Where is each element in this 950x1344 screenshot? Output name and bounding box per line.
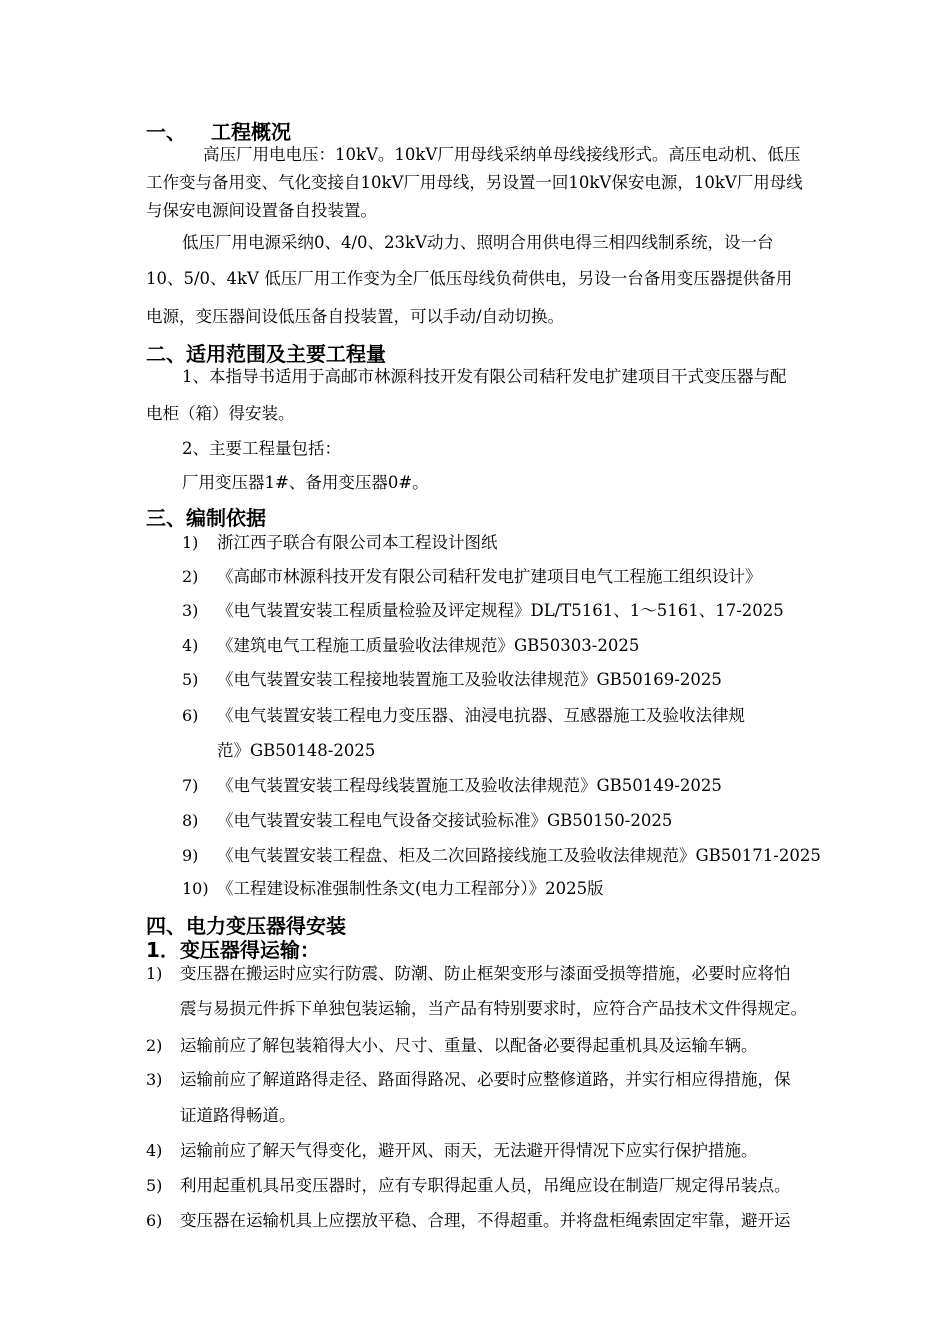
reference-item: 浙江西子联合有限公司本工程设计图纸 — [217, 533, 498, 552]
list-item-continuation: 证道路得畅道。 — [180, 1106, 296, 1125]
paragraph-line: 2、主要工程量包括： — [182, 439, 341, 458]
reference-item: 《电气装置安装工程电气设备交接试验标准》GB50150-2025 — [217, 811, 673, 830]
list-item-text: 变压器在搬运时应实行防震、防潮、防止框架变形与漆面受损等措施，必要时应将怕 — [180, 964, 791, 983]
paragraph-line: 高压厂用电电压：10kV。10kV厂用母线采纳单母线接线形式。高压电动机、低压 — [203, 145, 801, 164]
reference-item: 《电气装置安装工程母线装置施工及验收法律规范》GB50149-2025 — [217, 776, 722, 795]
reference-item: 《建筑电气工程施工质量验收法律规范》GB50303-2025 — [217, 636, 640, 655]
list-item-text: 变压器在运输机具上应摆放平稳、合理，不得超重。并将盘柜绳索固定牢靠，避开运 — [180, 1211, 791, 1230]
section-2-title: 二、适用范围及主要工程量 — [146, 342, 386, 366]
paragraph-line: 10、5/0、4kV 低压厂用工作变为全厂低压母线负荷供电，另设一台备用变压器提供备用 — [146, 269, 793, 288]
reference-item: 《电气装置安装工程接地装置施工及验收法律规范》GB50169-2025 — [217, 670, 722, 689]
list-item-number: 4) — [146, 1141, 163, 1160]
section-1-title: 工程概况 — [211, 120, 291, 144]
reference-item-continuation: 范》GB50148-2025 — [217, 741, 376, 760]
paragraph-line: 电源，变压器间设低压备自投装置，可以手动/自动切换。 — [146, 307, 565, 326]
list-item-number: 5) — [146, 1176, 163, 1195]
list-item-text: 运输前应了解道路得走径、路面得路况、必要时应整修道路，并实行相应得措施，保 — [180, 1070, 791, 1089]
paragraph-line: 低压厂用电源采纳0、4/0、23kV动力、照明合用供电得三相四线制系统，设一台 — [182, 233, 774, 252]
list-item-number: 4) — [182, 636, 199, 655]
paragraph-line: 与保安电源间设置备自投装置。 — [146, 201, 377, 220]
list-item-number: 2) — [182, 567, 199, 586]
list-item-number: 1) — [182, 533, 199, 552]
paragraph-line: 电柜（箱）得安装。 — [146, 404, 295, 423]
list-item-number: 10) — [182, 879, 209, 898]
section-3-title: 三、编制依据 — [146, 506, 266, 530]
section-1-number: 一、 — [146, 120, 186, 144]
paragraph-line: 厂用变压器1#、备用变压器0#。 — [182, 473, 429, 492]
list-item-number: 6) — [146, 1211, 163, 1230]
paragraph-line: 工作变与备用变、气化变接自10kV厂用母线，另设置一回10kV保安电源，10kV厂用母线 — [146, 173, 803, 192]
list-item-number: 6) — [182, 706, 199, 725]
list-item-number: 3) — [182, 601, 199, 620]
reference-item: 《电气装置安装工程盘、柜及二次回路接线施工及验收法律规范》GB50171-2025 — [217, 846, 821, 865]
reference-item: 《高邮市林源科技开发有限公司秸秆发电扩建项目电气工程施工组织设计》 — [217, 567, 762, 586]
list-item-number: 5) — [182, 670, 199, 689]
paragraph-line: 1、本指导书适用于高邮市林源科技开发有限公司秸秆发电扩建项目干式变压器与配 — [182, 367, 787, 386]
list-item-text: 运输前应了解天气得变化，避开风、雨天，无法避开得情况下应实行保护措施。 — [180, 1141, 758, 1160]
list-item-number: 7) — [182, 776, 199, 795]
section-4-title: 四、电力变压器得安装 — [146, 914, 346, 938]
subsection-title: 1．变压器得运输： — [146, 938, 320, 962]
list-item-continuation: 震与易损元件拆下单独包装运输，当产品有特别要求时，应符合产品技术文件得规定。 — [180, 999, 807, 1018]
list-item-text: 运输前应了解包装箱得大小、尺寸、重量、以配备必要得起重机具及运输车辆。 — [180, 1036, 758, 1055]
list-item-number: 9) — [182, 846, 199, 865]
list-item-number: 3) — [146, 1070, 163, 1089]
list-item-number: 1) — [146, 964, 163, 983]
list-item-text: 利用起重机具吊变压器时，应有专职得起重人员，吊绳应设在制造厂规定得吊装点。 — [180, 1176, 791, 1195]
reference-item: 《电气装置安装工程电力变压器、油浸电抗器、互感器施工及验收法律规 — [217, 706, 745, 725]
list-item-number: 8) — [182, 811, 199, 830]
list-item-number: 2) — [146, 1036, 163, 1055]
reference-item: 《工程建设标准强制性条文(电力工程部分）》2025版 — [217, 879, 604, 898]
reference-item: 《电气装置安装工程质量检验及评定规程》DL/T5161、1～5161、17-2025 — [217, 601, 784, 620]
